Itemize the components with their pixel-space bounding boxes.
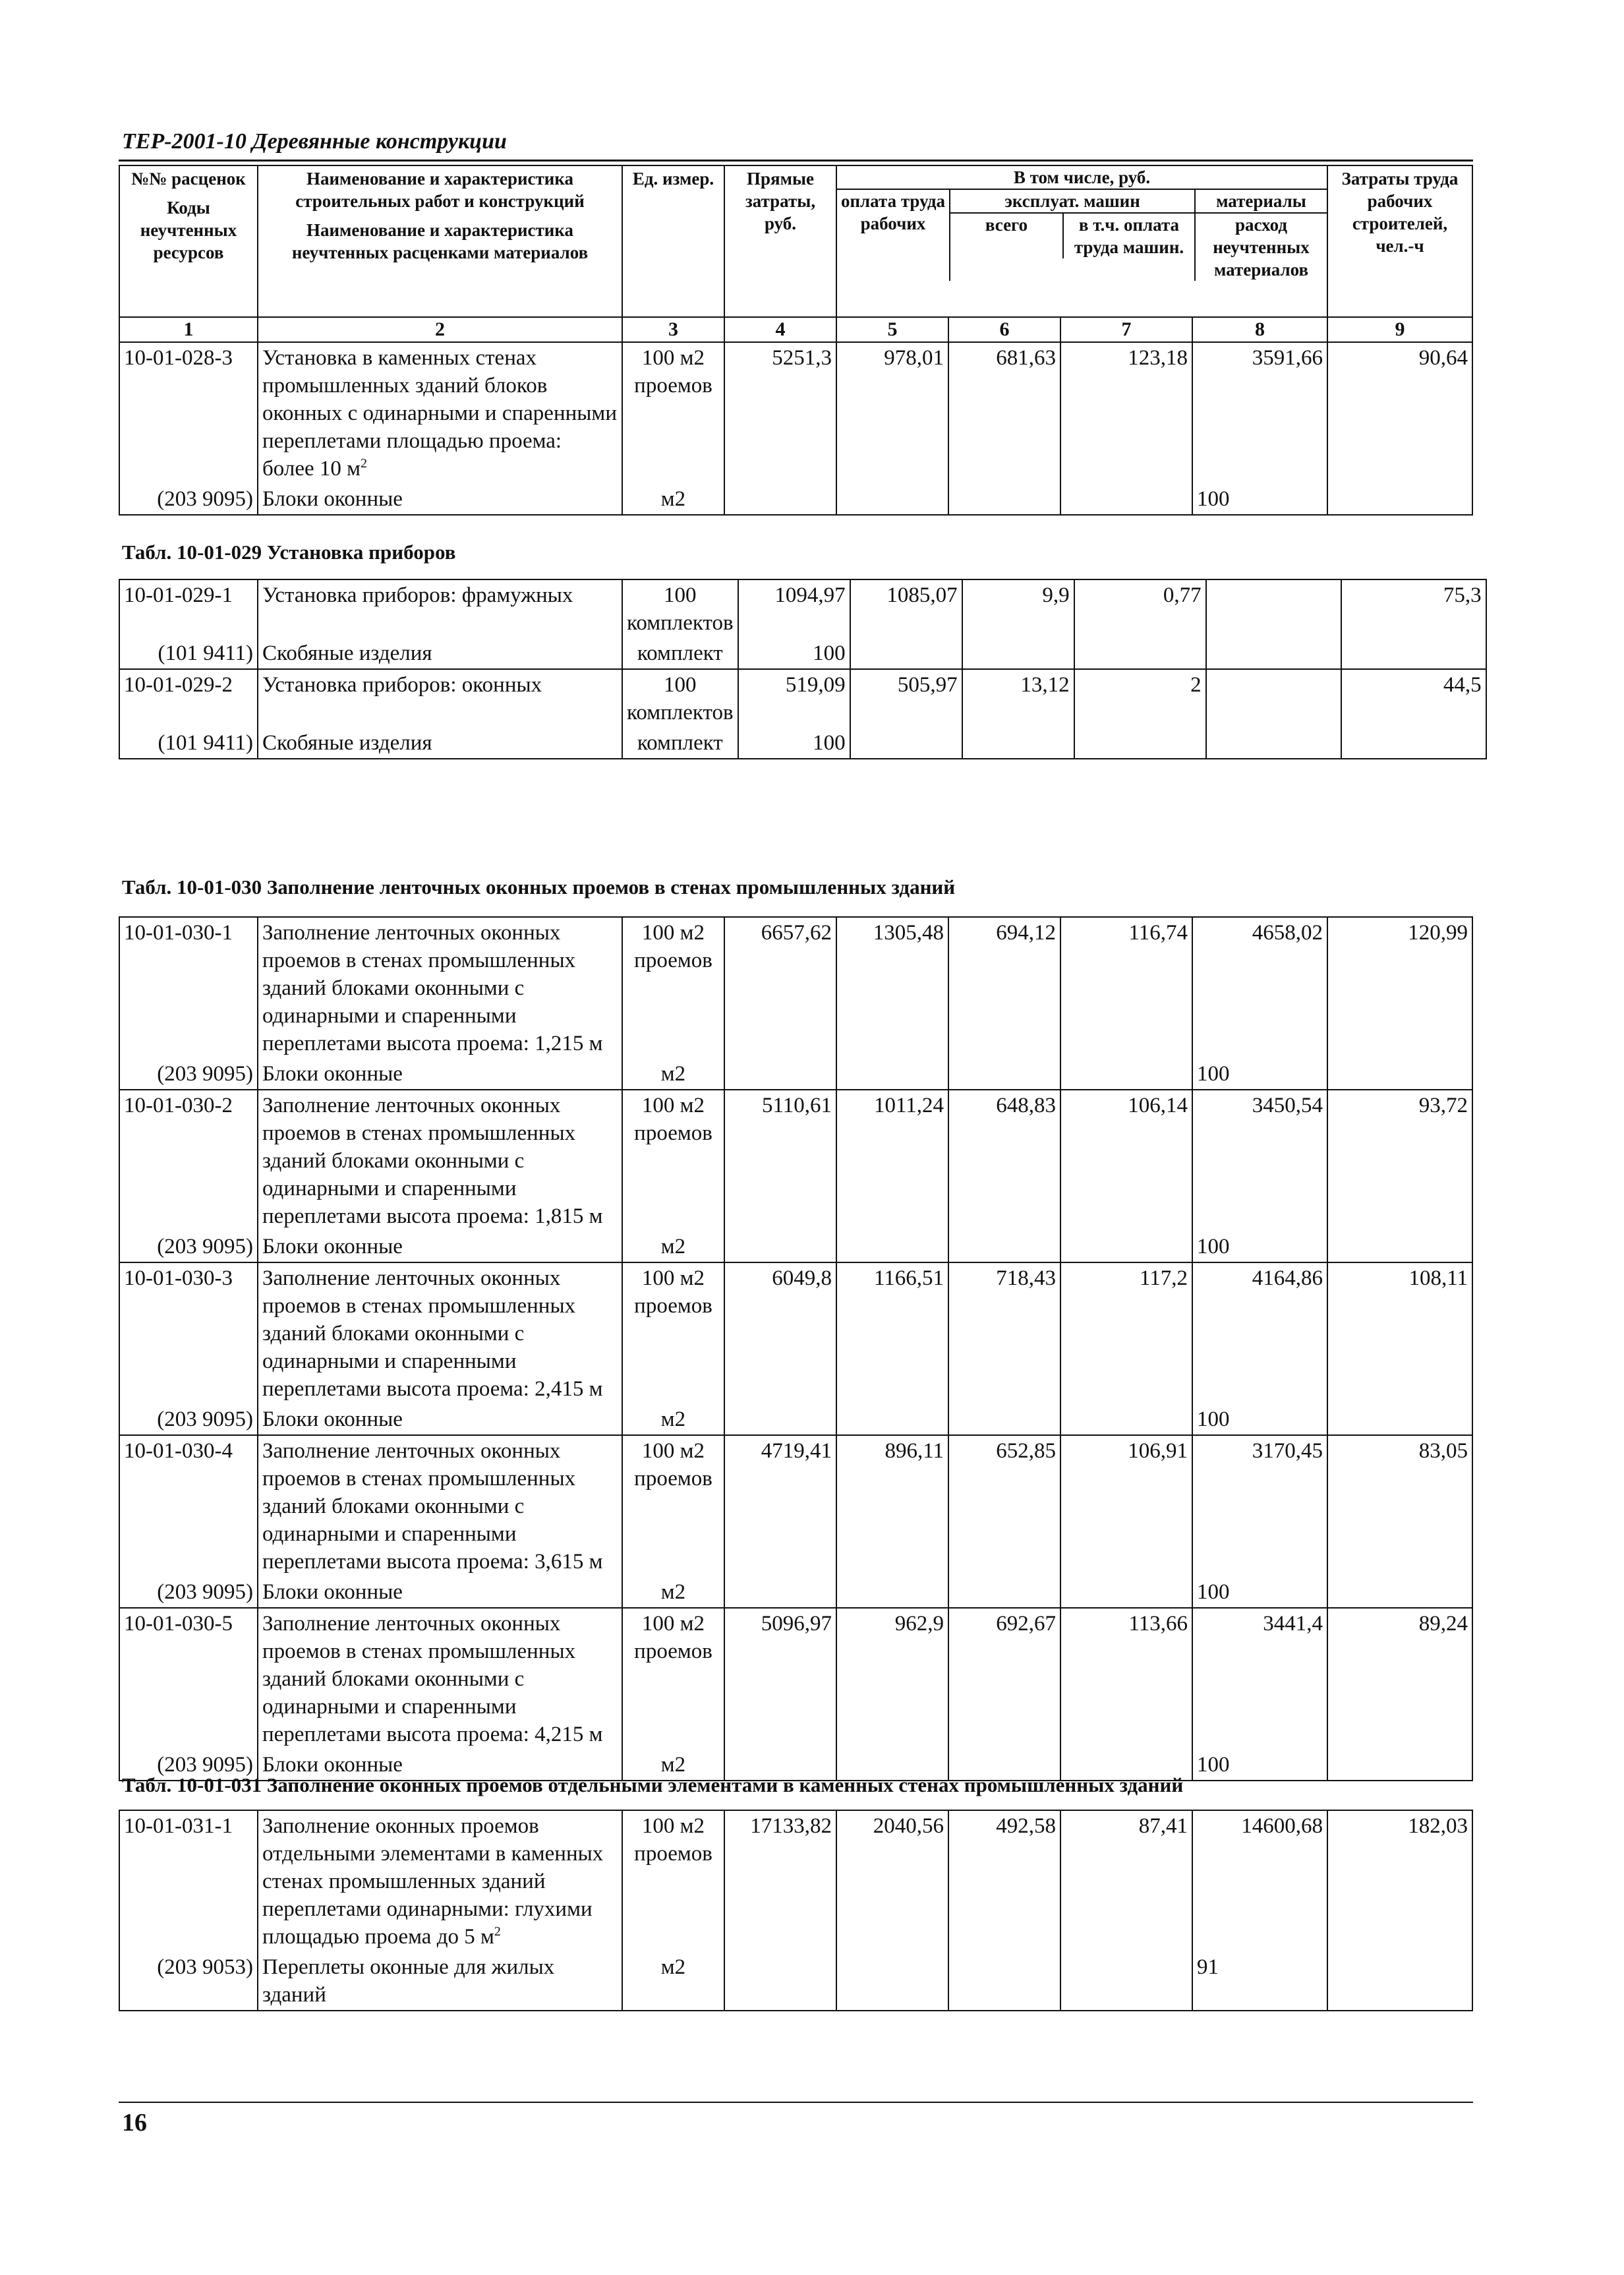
resource-qty: 100: [1192, 1231, 1327, 1262]
material-cost: 3450,54: [1192, 1090, 1327, 1231]
work-name: Заполнение ленточных оконных проемов в стенах промышленных зданий блоками оконными с одинарными и спаренными переплетами высота проема: 2,415 м: [258, 1262, 622, 1404]
col-header-group: В том числе, руб. оплата труда рабочих эксплуат. машин всего в т.ч. оплата труда машин. материалы расход неучтенных материалов: [836, 165, 1327, 317]
wage-cost: 1011,24: [836, 1090, 948, 1231]
empty-cell: [1327, 1059, 1472, 1090]
material-cost: 3170,45: [1192, 1435, 1327, 1577]
wage-cost: 962,9: [836, 1608, 948, 1750]
empty-cell: [962, 728, 1074, 759]
resource-row: [119, 1231, 1472, 1262]
table-row: [119, 1810, 1472, 1952]
table-title: Табл. 10-01-030 Заполнение ленточных оконных проемов в стенах промышленных зданий: [122, 875, 956, 899]
resource-unit: м2: [622, 1231, 724, 1262]
table-row: [119, 1262, 1472, 1404]
resource-name: Скобяные изделия: [258, 728, 622, 759]
machine-wage: 0,77: [1074, 579, 1206, 638]
machine-cost: 648,83: [948, 1090, 1060, 1231]
machine-cost: 13,12: [962, 669, 1074, 728]
empty-cell: [1060, 1404, 1192, 1435]
resource-unit: м2: [622, 484, 724, 515]
resource-name: Блоки оконные: [258, 1231, 622, 1262]
rate-code: 10-01-030-1: [119, 917, 258, 1059]
empty-cell: [1060, 1577, 1192, 1608]
work-name: Заполнение ленточных оконных проемов в стенах промышленных зданий блоками оконными с одинарными и спаренными переплетами высота проема: 1,215 м: [258, 917, 622, 1059]
direct-cost: 5096,97: [724, 1608, 836, 1750]
resource-qty: 100: [1192, 484, 1327, 515]
empty-cell: [724, 1231, 836, 1262]
resource-name: Блоки оконные: [258, 1059, 622, 1090]
resource-row: [119, 1577, 1472, 1608]
labor-cost: 89,24: [1327, 1608, 1472, 1750]
unit: 100 м2 проемов: [622, 1608, 724, 1750]
wage-cost: 2040,56: [836, 1810, 948, 1952]
resource-code: (203 9095): [119, 1231, 258, 1262]
rate-code: 10-01-031-1: [119, 1810, 258, 1952]
footer-rule: [119, 2102, 1473, 2103]
empty-cell: [1327, 1750, 1472, 1781]
empty-cell: [1341, 638, 1486, 669]
empty-cell: [948, 1404, 1060, 1435]
empty-cell: [1327, 1577, 1472, 1608]
unit: 100 м2 проемов: [622, 1262, 724, 1404]
empty-cell: [724, 1059, 836, 1090]
table-029: [119, 579, 1487, 759]
unit: 100 комплектов: [622, 669, 738, 728]
empty-cell: [948, 1231, 1060, 1262]
resource-unit: м2: [622, 1059, 724, 1090]
machine-wage: 106,14: [1060, 1090, 1192, 1231]
empty-cell: [836, 1059, 948, 1090]
rate-code: 10-01-028-3: [119, 342, 258, 484]
machine-cost: 694,12: [948, 917, 1060, 1059]
work-name: Заполнение ленточных оконных проемов в стенах промышленных зданий блоками оконными с одинарными и спаренными переплетами высота проема: 3,615 м: [258, 1435, 622, 1577]
empty-cell: [1060, 1952, 1192, 2011]
work-name: Заполнение ленточных оконных проемов в стенах промышленных зданий блоками оконными с одинарными и спаренными переплетами высота проема: 4,215 м: [258, 1608, 622, 1750]
empty-cell: [1060, 1059, 1192, 1090]
col-num: 3: [622, 317, 724, 342]
unit: 100 м2 проемов: [622, 1810, 724, 1952]
resource-name: Блоки оконные: [258, 1404, 622, 1435]
rate-code: 10-01-030-2: [119, 1090, 258, 1231]
material-cost: 3441,4: [1192, 1608, 1327, 1750]
col-num: 2: [258, 317, 622, 342]
direct-cost: 4719,41: [724, 1435, 836, 1577]
empty-cell: [1074, 728, 1206, 759]
empty-cell: [948, 1952, 1060, 2011]
machine-wage: 123,18: [1060, 342, 1192, 484]
empty-cell: [1327, 1231, 1472, 1262]
empty-cell: [836, 1952, 948, 2011]
table-030: [119, 916, 1473, 1781]
material-cost: [1206, 579, 1341, 638]
resource-row: [119, 728, 1486, 759]
labor-cost: 83,05: [1327, 1435, 1472, 1577]
labor-cost: 75,3: [1341, 579, 1486, 638]
unit: 100 м2 проемов: [622, 342, 724, 484]
empty-cell: [1060, 1231, 1192, 1262]
material-cost: 4164,86: [1192, 1262, 1327, 1404]
table-row: [119, 1608, 1472, 1750]
empty-cell: [836, 1404, 948, 1435]
page-header-title: ТЕР-2001-10 Деревянные конструкции: [122, 129, 507, 154]
empty-cell: [1327, 1404, 1472, 1435]
empty-cell: [948, 1059, 1060, 1090]
col-header-unit: Ед. измер.: [622, 165, 724, 317]
empty-cell: [948, 1577, 1060, 1608]
empty-cell: [962, 638, 1074, 669]
empty-cell: [836, 1231, 948, 1262]
table-row: [119, 579, 1486, 638]
resource-qty: 100: [738, 638, 850, 669]
material-cost: 4658,02: [1192, 917, 1327, 1059]
material-cost: [1206, 669, 1341, 728]
resource-code: (203 9053): [119, 1952, 258, 2011]
empty-cell: [724, 1404, 836, 1435]
unit: 100 м2 проемов: [622, 1090, 724, 1231]
col-num: 5: [836, 317, 948, 342]
material-cost: 14600,68: [1192, 1810, 1327, 1952]
material-cost: 3591,66: [1192, 342, 1327, 484]
resource-qty: 100: [1192, 1577, 1327, 1608]
work-name: Заполнение ленточных оконных проемов в стенах промышленных зданий блоками оконными с одинарными и спаренными переплетами высота проема: 1,815 м: [258, 1090, 622, 1231]
direct-cost: 17133,82: [724, 1810, 836, 1952]
resource-code: (101 9411): [119, 638, 258, 669]
resource-unit: комплект: [622, 728, 738, 759]
col-header-direct: Прямые затраты, руб.: [724, 165, 836, 317]
main-table: [119, 165, 1473, 516]
resource-code: (203 9095): [119, 1059, 258, 1090]
empty-cell: [724, 1952, 836, 2011]
wage-cost: 896,11: [836, 1435, 948, 1577]
machine-wage: 87,41: [1060, 1810, 1192, 1952]
col-num: 8: [1192, 317, 1327, 342]
empty-cell: [1206, 638, 1341, 669]
rate-code: 10-01-030-4: [119, 1435, 258, 1577]
machine-cost: 652,85: [948, 1435, 1060, 1577]
resource-code: (101 9411): [119, 728, 258, 759]
resource-unit: м2: [622, 1404, 724, 1435]
empty-cell: [1074, 638, 1206, 669]
machine-wage: 117,2: [1060, 1262, 1192, 1404]
labor-cost: 120,99: [1327, 917, 1472, 1059]
table-title: Табл. 10-01-029 Установка приборов: [122, 541, 456, 564]
resource-qty: 91: [1192, 1952, 1327, 2011]
table-031: [119, 1810, 1473, 2011]
direct-cost: 1094,97: [738, 579, 850, 638]
resource-row: [119, 1952, 1472, 2011]
resource-row: [119, 1059, 1472, 1090]
machine-cost: 681,63: [948, 342, 1060, 484]
rate-code: 10-01-029-1: [119, 579, 258, 638]
resource-name: Блоки оконные: [258, 1577, 622, 1608]
resource-code: (203 9095): [119, 1404, 258, 1435]
resource-code: (203 9095): [119, 1750, 258, 1781]
work-name: Установка приборов: оконных: [258, 669, 622, 728]
col-num: 6: [948, 317, 1060, 342]
col-num: 7: [1060, 317, 1192, 342]
resource-row: [119, 484, 1472, 515]
machine-cost: 718,43: [948, 1262, 1060, 1404]
direct-cost: 519,09: [738, 669, 850, 728]
resource-unit: м2: [622, 1952, 724, 2011]
empty-cell: [850, 728, 962, 759]
resource-qty: 100: [1192, 1750, 1327, 1781]
wage-cost: 1085,07: [850, 579, 962, 638]
work-name: Заполнение оконных проемов отдельными элементами в каменных стенах промышленных зданий переплетами одинарными: глухими площадью проема до 5 $м^2$: [258, 1810, 622, 1952]
direct-cost: 6049,8: [724, 1262, 836, 1404]
col-header-name: Наименование и характеристика строительных работ и конструкций Наименование и характеристика неучтенных расценками материалов: [258, 165, 622, 317]
page-number: 16: [122, 2109, 147, 2137]
wage-cost: 1305,48: [836, 917, 948, 1059]
empty-cell: [1341, 728, 1486, 759]
labor-cost: 93,72: [1327, 1090, 1472, 1231]
wage-cost: 978,01: [836, 342, 948, 484]
table-row: [119, 1435, 1472, 1577]
resource-unit: м2: [622, 1750, 724, 1781]
wage-cost: 505,97: [850, 669, 962, 728]
labor-cost: 44,5: [1341, 669, 1486, 728]
work-name: Установка в каменных стенах промышленных зданий блоков оконных с одинарными и спаренными переплетами площадью проема: более 10 $м^2$: [258, 342, 622, 484]
labor-cost: 108,11: [1327, 1262, 1472, 1404]
empty-cell: [724, 1577, 836, 1608]
col-num: 4: [724, 317, 836, 342]
machine-wage: 113,66: [1060, 1608, 1192, 1750]
machine-wage: 106,91: [1060, 1435, 1192, 1577]
rate-code: 10-01-030-3: [119, 1262, 258, 1404]
col-num: 9: [1327, 317, 1472, 342]
resource-name: Скобяные изделия: [258, 638, 622, 669]
resource-name: Переплеты оконные для жилых зданий: [258, 1952, 622, 2011]
table-row: [119, 917, 1472, 1059]
machine-cost: 492,58: [948, 1810, 1060, 1952]
empty-cell: [836, 1577, 948, 1608]
rate-code: 10-01-030-5: [119, 1608, 258, 1750]
resource-row: [119, 1404, 1472, 1435]
work-name: Установка приборов: фрамужных: [258, 579, 622, 638]
machine-wage: 116,74: [1060, 917, 1192, 1059]
direct-cost: 5251,3: [724, 342, 836, 484]
empty-cell: [850, 638, 962, 669]
table-row: [119, 669, 1486, 728]
empty-cell: [1206, 728, 1341, 759]
labor-cost: 90,64: [1327, 342, 1472, 484]
table-row: [119, 342, 1472, 484]
resource-qty: 100: [1192, 1404, 1327, 1435]
resource-code: (203 9095): [119, 1577, 258, 1608]
resource-unit: комплект: [622, 638, 738, 669]
machine-cost: 9,9: [962, 579, 1074, 638]
unit: 100 комплектов: [622, 579, 738, 638]
resource-row: [119, 638, 1486, 669]
table-row: [119, 1090, 1472, 1231]
col-header-labor: Затраты труда рабочих строителей, чел.-ч: [1327, 165, 1472, 317]
header-rule: [119, 160, 1473, 162]
wage-cost: 1166,51: [836, 1262, 948, 1404]
resource-code: (203 9095): [119, 484, 258, 515]
machine-cost: 692,67: [948, 1608, 1060, 1750]
rate-code: 10-01-029-2: [119, 669, 258, 728]
col-header-codes: №№ расценок Коды неучтенных ресурсов: [119, 165, 258, 317]
unit: 100 м2 проемов: [622, 917, 724, 1059]
machine-wage: 2: [1074, 669, 1206, 728]
unit: 100 м2 проемов: [622, 1435, 724, 1577]
col-num: 1: [119, 317, 258, 342]
labor-cost: 182,03: [1327, 1810, 1472, 1952]
resource-qty: 100: [1192, 1059, 1327, 1090]
table-title: Табл. 10-01-031 Заполнение оконных проемов отдельными элементами в каменных стенах промышленных зданий: [122, 1773, 1184, 1796]
resource-name: Блоки оконные: [258, 1750, 622, 1781]
resource-name: Блоки оконные: [258, 484, 622, 515]
resource-qty: 100: [738, 728, 850, 759]
direct-cost: 6657,62: [724, 917, 836, 1059]
direct-cost: 5110,61: [724, 1090, 836, 1231]
empty-cell: [1327, 1952, 1472, 2011]
resource-unit: м2: [622, 1577, 724, 1608]
